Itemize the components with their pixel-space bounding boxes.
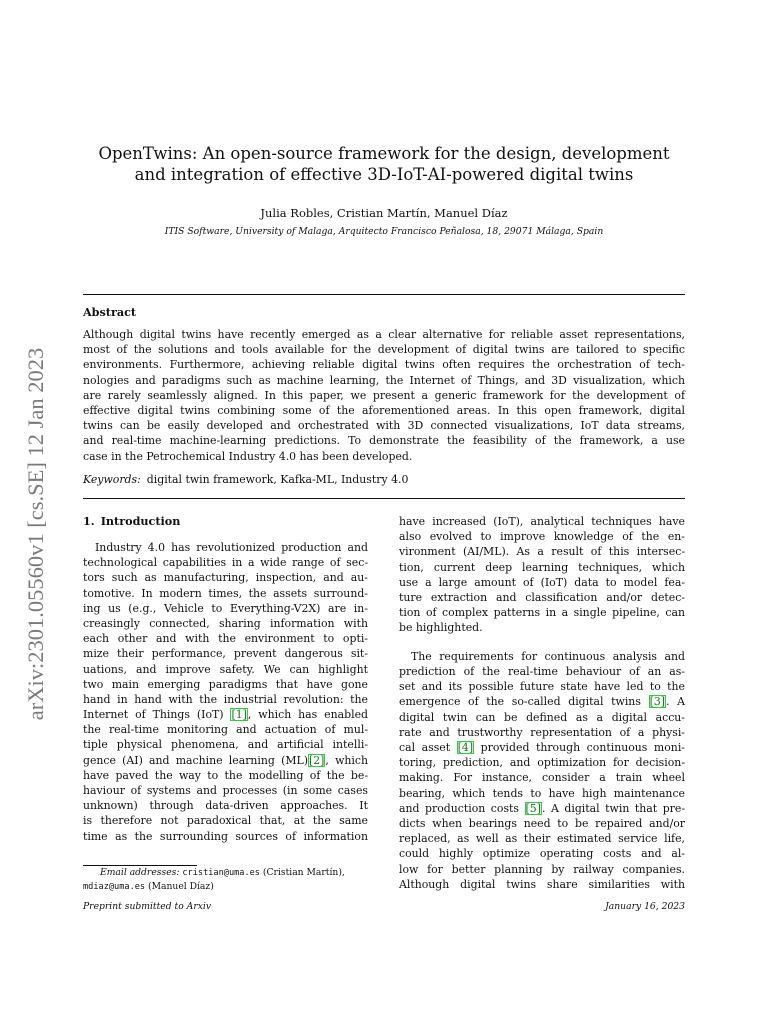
preprint-note: Preprint submitted to Arxiv — [83, 901, 212, 912]
section-heading-introduction — [83, 514, 180, 529]
citation-link[interactable]: [5] — [525, 801, 541, 815]
body-text: . A digital twin that pre- — [541, 801, 686, 815]
body-line — [83, 707, 368, 722]
body-line: two main emerging paradigms that have gone — [83, 677, 368, 691]
abstract-line: and real-time machine-learning predictions. To demonstrate the feasibility of the framework, a use — [83, 434, 685, 448]
abstract-line: case in the Petrochemical Industry 4.0 has been developed. — [83, 449, 413, 463]
body-line: set and its possible future state have led to the — [399, 680, 685, 694]
body-line: use a large amount of (IoT) data to model fea- — [399, 575, 685, 589]
body-line: vironment (AI/ML). As a result of this intersec- — [399, 545, 685, 559]
body-line: hand in hand with the industrial revolution: the — [83, 692, 368, 706]
body-line: tion, current deep learning techniques, which — [399, 560, 685, 574]
abstract-bottom-divider — [83, 498, 685, 499]
top-divider — [83, 294, 685, 295]
body-line: bearing, which tends to have high maintenance — [399, 786, 685, 800]
body-text: , which has enabled — [247, 708, 368, 722]
title-line-2: and integration of effective 3D-IoT-AI-powered digital twins — [134, 165, 634, 184]
author-list: Julia Robles, Cristian Martín, Manuel Díaz — [260, 206, 508, 220]
body-line: toring, prediction, and optimization for decision- — [399, 756, 685, 770]
citation-link[interactable]: [3] — [649, 695, 666, 709]
body-line: replaced, as well as their estimated service life, — [399, 832, 685, 846]
body-line: be highlighted. — [399, 621, 483, 635]
body-line: low for better planning by railway companies. — [399, 862, 685, 876]
footnote-name-1: (Cristian Martín), — [262, 867, 345, 878]
body-line: Industry 4.0 has revolutionized production and — [95, 541, 368, 554]
abstract-line: most of the solutions and tools available for the development of digital twins are tailored to specific — [83, 343, 685, 357]
right-column — [399, 514, 685, 892]
body-line: each other and with the environment to opti- — [83, 632, 368, 646]
body-text: Internet of Things (IoT) — [83, 708, 231, 722]
body-text: cal asset — [399, 741, 457, 755]
body-line: The requirements for continuous analysis and — [411, 649, 685, 663]
footnote-line-1 — [83, 866, 373, 880]
abstract-body — [83, 327, 685, 464]
preprint-date: January 16, 2023 — [605, 901, 685, 912]
body-line: digital twin can be defined as a digital accu- — [399, 710, 685, 724]
section-number: 1. — [83, 514, 95, 528]
body-line: prediction of the real-time behaviour of an as- — [399, 665, 685, 679]
footnote-name-2: (Manuel Díaz) — [148, 881, 214, 893]
arxiv-identifier-stamp — [20, 326, 52, 742]
body-text: gence (AI) and machine learning (ML) — [83, 753, 308, 767]
body-line — [83, 753, 368, 768]
body-line — [399, 694, 685, 709]
citation-link[interactable]: [1] — [231, 708, 247, 722]
abstract-line: are rarely seamlessly aligned. In this paper, we present a generic framework for the development of — [83, 388, 685, 402]
body-line: ture extraction and classification and/or detec- — [399, 590, 685, 604]
paragraph-gap — [399, 636, 685, 649]
body-line: the real-time monitoring and actuation of mul- — [83, 723, 368, 737]
title-line-1: OpenTwins: An open-source framework for the design, development — [98, 144, 670, 163]
body-text: and production costs — [399, 801, 525, 815]
footnote-label: Email addresses: — [100, 867, 180, 878]
body-text: . A — [666, 695, 685, 709]
body-line: have increased (IoT), analytical techniques have — [399, 515, 685, 528]
body-line: have paved the way to the modelling of the be- — [83, 768, 368, 782]
abstract-line: twins can be easily developed and orchestrated with 3D connected visualizations, IoT data streams, — [83, 419, 685, 433]
body-line: haviour of systems and processes (in some cases — [83, 784, 368, 797]
citation-link[interactable]: [2] — [308, 753, 325, 767]
abstract-line: nologies and paradigms such as machine learning, the Internet of Things, and 3D visualization, which — [83, 373, 685, 387]
body-text: emergence of the so-called digital twins — [399, 695, 649, 709]
body-line: unknown) through data-driven approaches. It — [83, 799, 368, 813]
body-text: , which — [325, 753, 368, 767]
keywords-value: digital twin framework, Kafka-ML, Industry 4.0 — [146, 473, 409, 486]
body-line: also evolved to improve knowledge of the en- — [399, 530, 685, 544]
body-line: time as the surrounding sources of information — [83, 829, 368, 843]
body-line — [399, 801, 685, 816]
left-column — [83, 540, 368, 844]
body-line: technological capabilities in a wide range of sec- — [83, 556, 368, 570]
abstract-line: effective digital twins combining some of the aforementioned areas. In this open framework, digital — [83, 403, 685, 417]
body-line: tion of complex patterns in a single pipeline, can — [399, 606, 685, 620]
email-cristian[interactable]: cristian@uma.es — [182, 868, 260, 878]
paper-title — [84, 143, 684, 185]
citation-link[interactable]: [4] — [457, 741, 474, 755]
body-line: tomotive. In modern times, the assets surround- — [83, 586, 368, 600]
abstract-line: environments. Furthermore, achieving reliable digital twins often requires the orchestration of tech- — [83, 358, 685, 372]
body-line: dicts when bearings need to be repaired and/or — [399, 816, 685, 830]
body-line: creasingly connected, sharing information with — [83, 616, 368, 630]
footnote-line-2 — [83, 880, 373, 894]
body-line: is therefore not paradoxical that, at the same — [83, 814, 368, 828]
arxiv-identifier-text: arXiv:2301.05560v1 [cs.SE] 12 Jan 2023 — [23, 347, 48, 721]
body-line: tiple physical phenomena, and artificial intelli- — [83, 738, 368, 752]
email-manuel[interactable]: mdiaz@uma.es — [83, 882, 146, 893]
body-text: provided through continuous moni- — [474, 741, 685, 755]
footnote-email-addresses — [83, 866, 373, 895]
body-line: mize their performance, prevent dangerous sit- — [83, 647, 368, 661]
section-title: Introduction — [100, 514, 181, 528]
body-line: making. For instance, consider a train wheel — [399, 771, 685, 785]
body-line: tors such as manufacturing, inspection, and au- — [83, 571, 368, 585]
body-line: ing us (e.g., Vehicle to Everything-V2X) are in- — [83, 601, 368, 615]
keywords-label: Keywords: — [83, 473, 141, 486]
keywords — [83, 472, 408, 487]
body-line: rate and trustworthy representation of a physi- — [399, 725, 685, 739]
body-line — [399, 740, 685, 755]
abstract-heading: Abstract — [83, 305, 137, 319]
body-line: could highly optimize operating costs and al- — [399, 847, 685, 861]
body-line: Although digital twins share similarities with — [399, 877, 685, 891]
abstract-line: Although digital twins have recently emerged as a clear alternative for reliable asset representations, — [83, 328, 685, 341]
body-line: uations, and improve safety. We can highlight — [83, 662, 368, 676]
author-affiliation: ITIS Software, University of Malaga, Arquitecto Francisco Peñalosa, 18, 29071 Málaga, Spain — [164, 226, 604, 237]
